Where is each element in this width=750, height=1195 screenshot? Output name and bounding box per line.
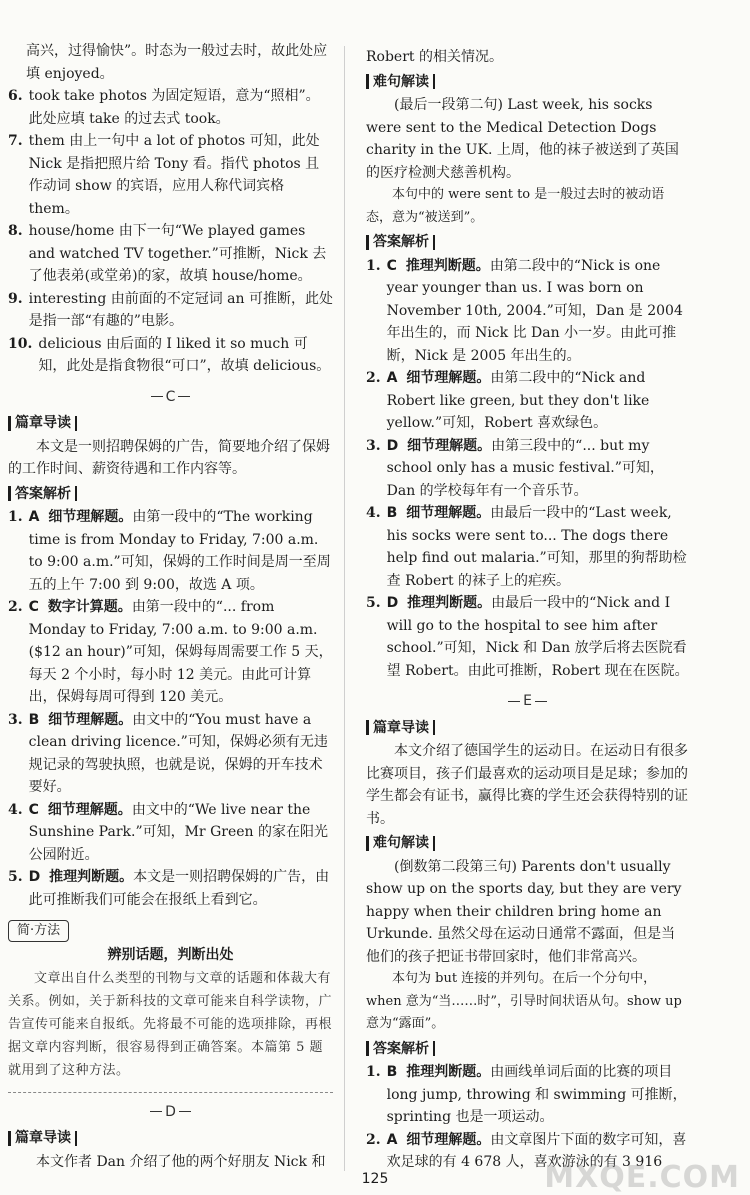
answer-item: 10. delicious 由后面的 I liked it so much 可知，此处是指食物很“可口”，故填 delicious。 xyxy=(8,333,333,378)
page-number: 125 xyxy=(361,1171,389,1187)
guide-header: 篇章导读 xyxy=(366,717,689,740)
section-heading: D xyxy=(8,1101,333,1124)
left-column xyxy=(8,40,333,1173)
answer-item: 4. B 细节理解题。由最后一段中的“Last week, his socks were sent to... The dogs there help find out malaria.”可知，那里的狗帮助检查 Robert 的袜子上的疟疾。 xyxy=(366,505,687,589)
answer-item: 5. D 推理判断题。由最后一段中的“Nick and I will go to the hospital to see him after school.”可知，Nick 和 Dan 放学后将去医院看望 Robert。由此可推断，Robert 现在在医院。 xyxy=(366,595,689,679)
section-heading: E xyxy=(366,690,689,713)
answer-header: 答案解析 xyxy=(8,483,333,506)
guide-text: 本文是一则招聘保姆的广告，简要地介绍了保姆的工作时间、薪资待遇和工作内容等。 xyxy=(8,438,330,477)
method-title: 辨别话题，判断出处 xyxy=(107,947,234,963)
answer-item: 1. C 推理判断题。由第二段中的“Nick is one year younger than us. I was born on November 10th, 2004.”可知，Dan 是 2004 年出生的，而 Nick 比 Dan 小一岁。由此可推断，Nick 是 2005 年出生的。 xyxy=(366,257,683,364)
hard-sentence-text: (倒数第二段第三句) Parents don't usually show up on the sports day, but they are very happy when their children bring home an Urkunde. 虽然父母在运动日通常不露面，但是当他们的孩子把证书带回家时，他们非常高兴。 xyxy=(366,858,682,965)
answer-item: 1. A 细节理解题。由第一段中的“The working time is from Monday to Friday, 7:00 a.m. to 9:00 a.m.”可知，保姆的工作时间是周一至周五的上午 7:00 到 9:00，故选 A 项。 xyxy=(8,509,331,593)
guide-text: 本文作者 Dan 介绍了他的两个好朋友 Nick 和 xyxy=(36,1153,326,1170)
answer-item: 3. D 细节理解题。由第三段中的“... but my school only has a music festival.”可知，Dan 的学校每年有一个音乐节。 xyxy=(366,437,664,499)
answer-item: 2. A 细节理解题。由文章图片下面的数字可知，喜欢足球的有 4 678 人，喜欢游泳的有 3 916 xyxy=(366,1131,687,1170)
text-line: 填 enjoyed。 xyxy=(26,65,114,82)
right-column xyxy=(366,46,689,1174)
hard-sentence-note: 本句中的 were sent to 是一般过去时的被动语态，意为“被送到”。 xyxy=(366,187,665,225)
answer-header: 答案解析 xyxy=(366,231,689,254)
answer-text: house/home 由下一句“We played games and watched TV together.”可推断，Nick 去了他表弟(或堂弟)的家，故填 house/home。 xyxy=(28,223,327,284)
section-heading: C xyxy=(8,386,333,409)
method-text: 文章出自什么类型的刊物与文章的话题和体裁大有关系。例如，关于新科技的文章可能来自科学读物，广告宣传可能来自报纸。先将最不可能的选项排除，再根据文章内容判断，很容易得到正确答案。本篇第 5 题就用到了这种方法。 xyxy=(8,970,333,1078)
hard-sentence-note: 本句为 but 连接的并列句。在后一个分句中，when 意为“当……时”，引导时间状语从句。show up 意为“露面”。 xyxy=(366,971,682,1031)
guide-text: 本文介绍了德国学生的运动日。在运动日有很多比赛项目，孩子们最喜欢的运动项目是足球；参加的学生都会有证书，赢得比赛的学生还会获得特别的证书。 xyxy=(366,743,688,827)
hard-sentence-header: 难句解读 xyxy=(366,832,689,855)
text-line: 高兴，过得愉快”。时态为一般过去时，故此处应 xyxy=(26,43,328,59)
answer-item: 9. interesting 由前面的不定冠词 an 可推断，此处是指一部“有趣的”电影。 xyxy=(8,288,333,333)
dashed-rule xyxy=(8,1092,333,1093)
answer-text: them 由上一句中 a lot of photos 可知，此处 Nick 是指把照片给 Tony 看。指代 photos 且作动词 show 的宾语，应用人称代词宾格 them。 xyxy=(28,133,320,217)
method-box xyxy=(8,919,333,1093)
answer-text: delicious 由后面的 I liked it so much 可知，此处是指食物很“可口”，故填 delicious。 xyxy=(38,335,331,374)
watermark-logo: MXQE.COM xyxy=(544,1159,740,1195)
column-divider xyxy=(344,46,345,1171)
answer-item: 1. B 推理判断题。由画线单词后面的比赛的项目 long jump, throwing 和 swimming 可推断，sprinting 也是一项运动。 xyxy=(366,1064,687,1125)
answer-item: 4. C 细节理解题。由文中的“We live near the Sunshine Park.”可知，Mr Green 的家在阳光公园附近。 xyxy=(8,801,328,863)
hard-sentence-text: (最后一段第二句) Last week, his socks were sent to the Medical Detection Dogs charity in the UK. 上周，他的袜子被送到了英国的医疗检测犬慈善机构。 xyxy=(366,97,679,181)
answer-text: interesting 由前面的不定冠词 an 可推断，此处是指一部“有趣的”电影。 xyxy=(28,290,333,329)
answer-item: 7. them 由上一句中 a lot of photos 可知，此处 Nick 是指把照片给 Tony 看。指代 photos 且作动词 show 的宾语，应用人称代词宾格 them。 xyxy=(8,130,333,220)
answer-item: 5. D 推理判断题。本文是一则招聘保姆的广告，由此可推断我们可能会在报纸上看到它。 xyxy=(8,869,330,908)
answer-header: 答案解析 xyxy=(366,1038,689,1061)
text-line: Robert 的相关情况。 xyxy=(366,49,503,65)
guide-header: 篇章导读 xyxy=(8,412,333,435)
hard-sentence-header: 难句解读 xyxy=(366,71,689,94)
method-tab: 简·方法 xyxy=(8,920,69,942)
answer-item: 2. C 数字计算题。由第一段中的“... from Monday to Friday, 7:00 a.m. to 9:00 a.m. ($12 an hour)”可知，保姆每周需要工作 5 天，每天 2 个小时，每小时 12 美元。由此可计算出，保姆每周可得到 120 美元。 xyxy=(8,599,333,705)
guide-header: 篇章导读 xyxy=(8,1127,333,1150)
answer-item: 2. A 细节理解题。由第二段中的“Nick and Robert like green, but they don't like yellow.”可知，Robert 喜欢绿色。 xyxy=(366,370,650,431)
answer-item: 3. B 细节理解题。由文中的“You must have a clean driving licence.”可知，保姆必须有无违规记录的驾驶执照，也就是说，保姆的开车技术要好。 xyxy=(8,711,328,795)
answer-item: 6. took take photos 为固定短语，意为“照相”。此处应填 take 的过去式 took。 xyxy=(8,85,333,130)
answer-item: 8. house/home 由下一句“We played games and watched TV together.”可推断，Nick 去了他表弟(或堂弟)的家，故填 house/home。 xyxy=(8,220,333,288)
answer-text: took take photos 为固定短语，意为“照相”。此处应填 take 的过去式 took。 xyxy=(28,88,320,127)
